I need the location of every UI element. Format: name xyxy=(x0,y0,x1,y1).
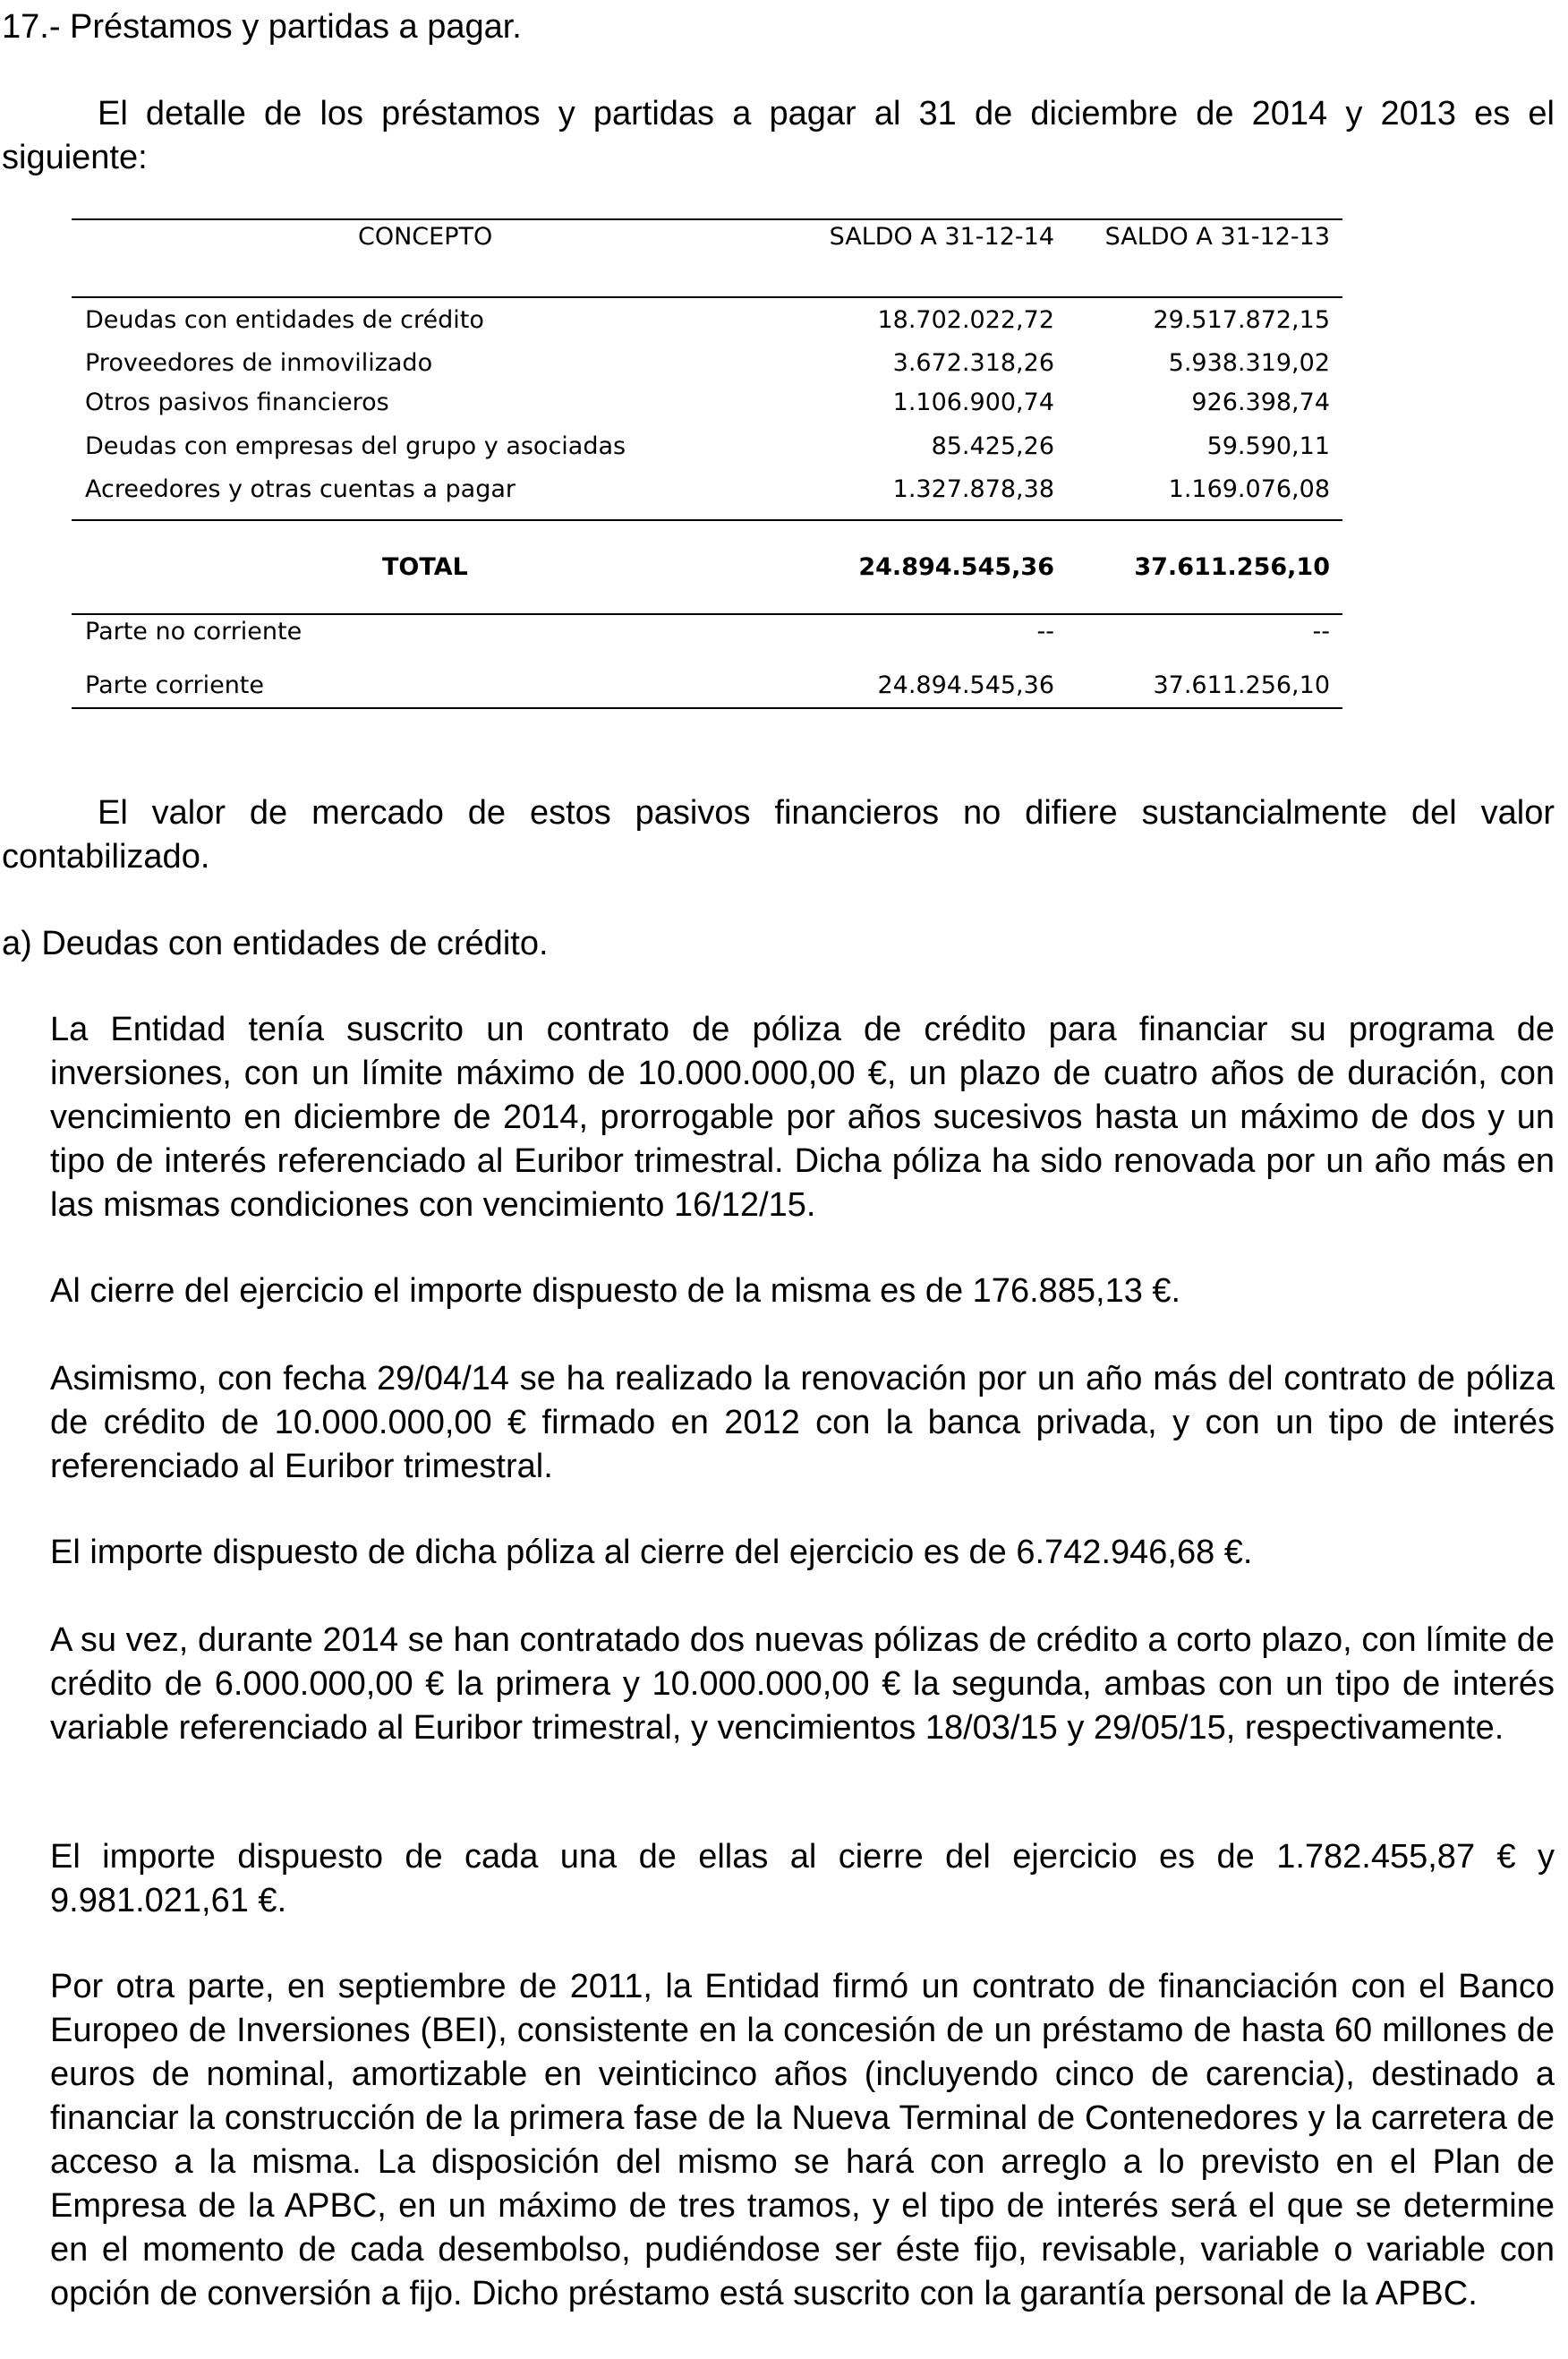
paragraph: Asimismo, con fecha 29/04/14 se ha realizado la renovación por un año más del contrato de póliza de crédito de 10.000.000,00 € firmado en 2012 con la banca privada, y con un tipo de interés referenciado al Euribor trimestral. xyxy=(50,1360,1555,1485)
row-label: Proveedores de inmovilizado xyxy=(85,349,433,377)
row-value-2013: 59.590,11 xyxy=(1206,432,1330,460)
row-value-2014: 24.894.545,36 xyxy=(877,671,1054,699)
row-value-2013: -- xyxy=(1312,618,1330,645)
row-label: Acreedores y otras cuentas a pagar xyxy=(85,475,516,503)
row-value-2013: 1.169.076,08 xyxy=(1168,475,1330,503)
table-rule-bottom xyxy=(72,707,1342,709)
intro-paragraph: El detalle de los préstamos y partidas a pagar al 31 de diciembre de 2014 y 2013 es el siguiente: xyxy=(2,95,1555,176)
row-value-2014: -- xyxy=(1036,618,1054,645)
subsection-heading: a) Deudas con entidades de crédito. xyxy=(2,925,549,962)
row-value-2014: 1.327.878,38 xyxy=(892,475,1054,503)
paragraph: A su vez, durante 2014 se han contratado dos nuevas pólizas de crédito a corto plazo, con límite de crédito de 6.000.000,00 € la primera y 10.000.000,00 € la segunda, ambas con un tipo de interés variable referenciado al Euribor trimestral, y vencimientos 18/03/15 y 29/05/15, respectivamente. xyxy=(50,1621,1555,1747)
row-value-2013: 29.517.872,15 xyxy=(1153,306,1330,334)
table-header-2014: SALDO A 31-12-14 xyxy=(829,223,1054,251)
row-value-2014: 85.425,26 xyxy=(931,432,1054,460)
table-rule-total xyxy=(72,613,1342,615)
table-header-2013: SALDO A 31-12-13 xyxy=(1104,223,1330,251)
market-value-paragraph: El valor de mercado de estos pasivos financieros no difiere sustancialmente del valor contabilizado. xyxy=(2,794,1555,876)
row-value-2014: 18.702.022,72 xyxy=(877,306,1054,334)
total-value-2014: 24.894.545,36 xyxy=(858,553,1054,581)
row-label: Deudas con empresas del grupo y asociadas xyxy=(85,432,626,460)
table-rule-subtotal xyxy=(72,519,1342,521)
row-label: Deudas con entidades de crédito xyxy=(85,306,484,334)
row-value-2013: 5.938.319,02 xyxy=(1168,349,1330,377)
row-label: Otros pasivos financieros xyxy=(85,389,389,416)
row-label: Parte corriente xyxy=(85,671,265,699)
row-value-2014: 3.672.318,26 xyxy=(892,349,1054,377)
total-value-2013: 37.611.256,10 xyxy=(1134,553,1330,581)
row-value-2013: 37.611.256,10 xyxy=(1153,671,1330,699)
paragraph: La Entidad tenía suscrito un contrato de póliza de crédito para financiar su programa de inversiones, con un límite máximo de 10.000.000,00 €, un plazo de cuatro años de duración, con vencimiento en diciembre de 2014, prorrogable por años sucesivos hasta un máximo de dos y un tipo de interés referenciado al Euribor trimestral. Dicha póliza ha sido renovada por un año más en las mismas condiciones con vencimiento 16/12/15. xyxy=(50,1011,1555,1224)
row-value-2013: 926.398,74 xyxy=(1191,389,1330,416)
paragraph: Al cierre del ejercicio el importe dispuesto de la misma es de 176.885,13 €. xyxy=(50,1272,1181,1310)
table-rule-top xyxy=(72,218,1342,220)
row-label: Parte no corriente xyxy=(85,618,303,645)
paragraph: El importe dispuesto de cada una de ellas al cierre del ejercicio es de 1.782.455,87 € y 9.981.021,61 €. xyxy=(50,1838,1555,1919)
table-rule-header xyxy=(72,296,1342,298)
table-header-concepto: CONCEPTO xyxy=(358,223,493,251)
paragraph: Por otra parte, en septiembre de 2011, la Entidad firmó un contrato de financiación con el Banco Europeo de Inversiones (BEI), consistente en la concesión de un préstamo de hasta 60 millones de euros de nominal, amortizable en veinticinco años (incluyendo cinco de carencia), destinado a financiar la construcción de la primera fase de la Nueva Terminal de Contenedores y la carretera de acceso a la misma. La disposición del mismo se hará con arreglo a lo previsto en el Plan de Empresa de la APBC, en un máximo de tres tramos, y el tipo de interés será el que se determine en el momento de cada desembolso, pudiéndose ser éste fijo, revisable, variable o variable con opción de conversión a fijo. Dicho préstamo está suscrito con la garantía personal de la APBC. xyxy=(50,1968,1555,2312)
total-label: TOTAL xyxy=(382,553,468,581)
row-value-2014: 1.106.900,74 xyxy=(892,389,1054,416)
section-heading: 17.- Préstamos y partidas a pagar. xyxy=(2,8,522,46)
paragraph: El importe dispuesto de dicha póliza al cierre del ejercicio es de 6.742.946,68 €. xyxy=(50,1534,1253,1571)
